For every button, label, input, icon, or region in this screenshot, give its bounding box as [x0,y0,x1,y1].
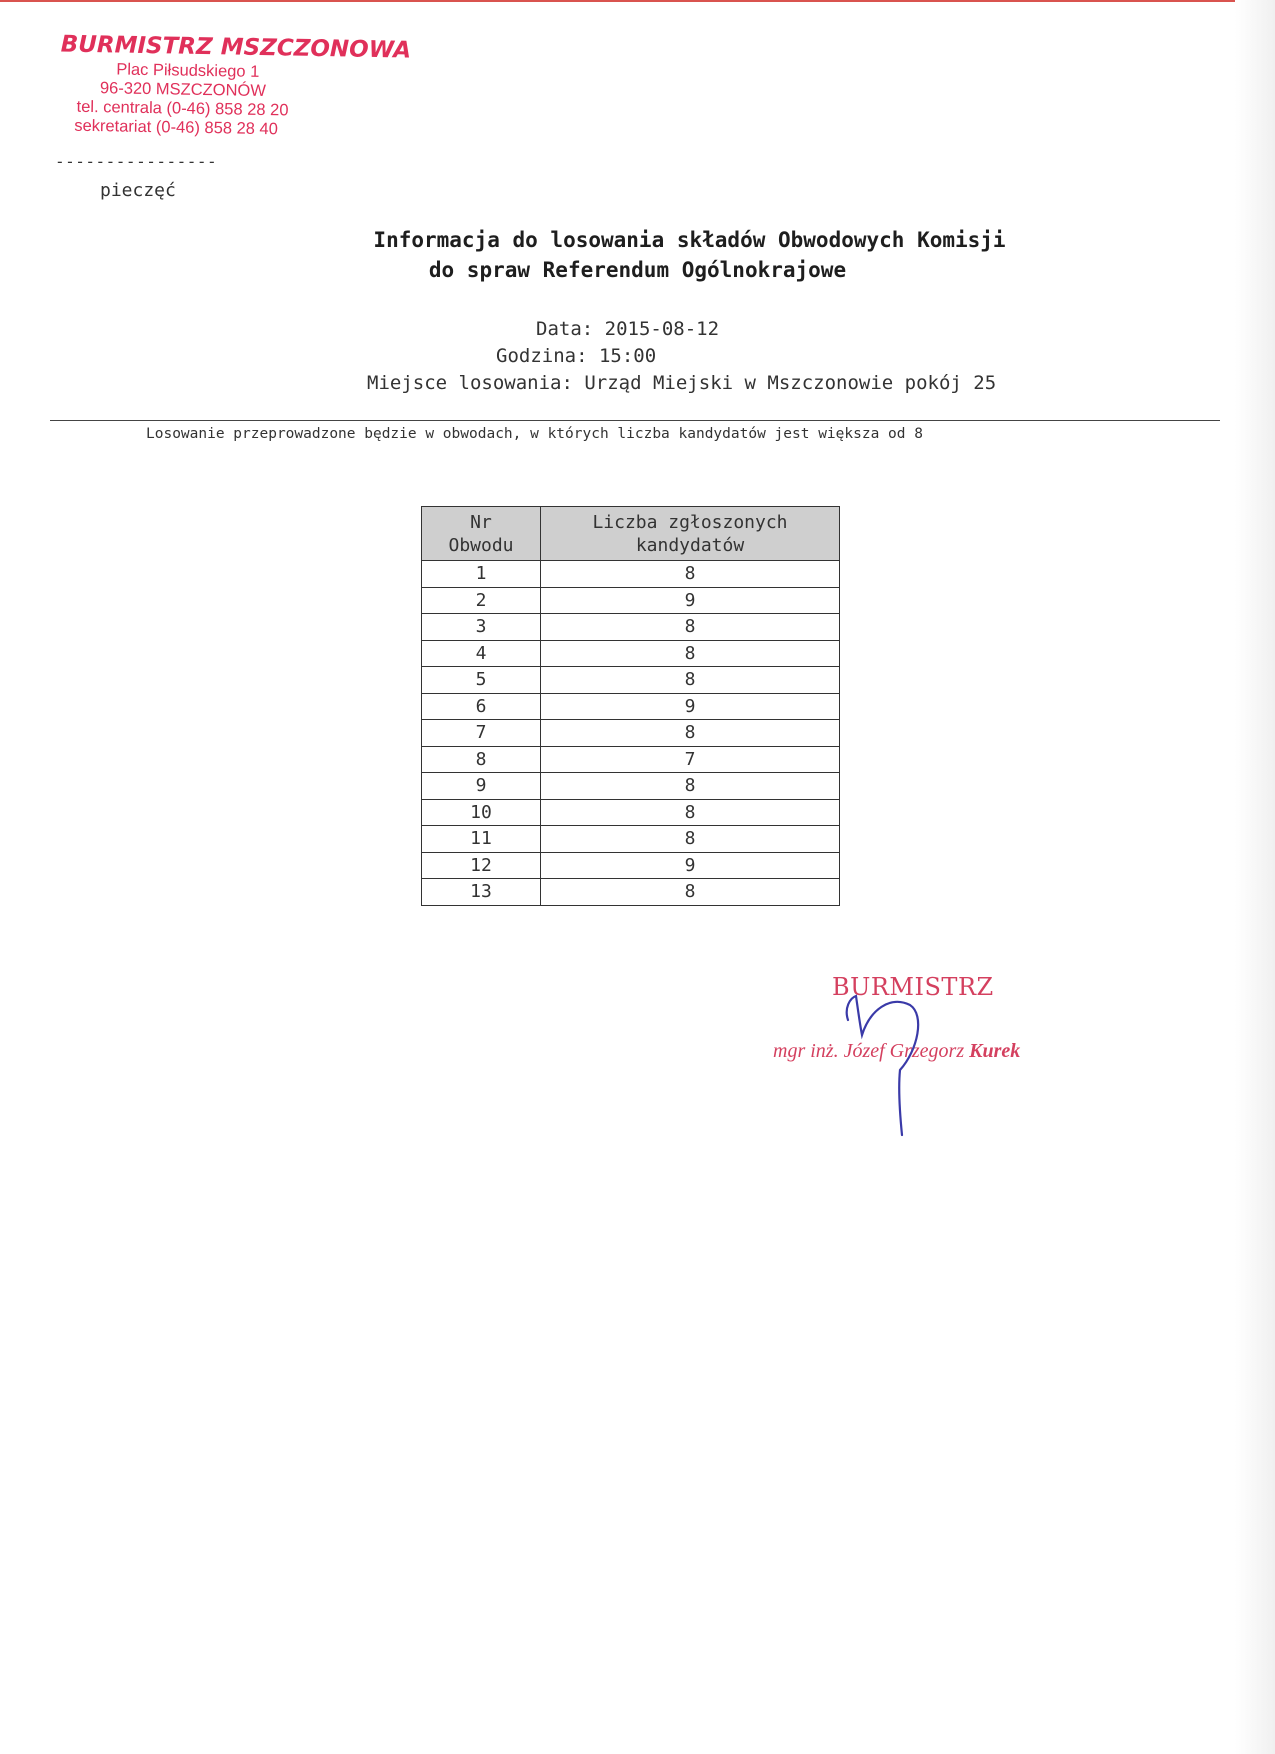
table-row [422,667,840,694]
signature-stroke [847,996,918,1135]
header-count [541,507,840,561]
cell-candidate-count: 8 [541,667,840,694]
cell-district-nr: 9 [422,773,541,800]
table-row [422,879,840,906]
meta-time [496,345,656,367]
meta-place-label: Miejsce losowania: [367,372,573,394]
cell-district-nr: 13 [422,879,541,906]
lottery-note: Losowanie przeprowadzone będzie w obwodach, w których liczba kandydatów jest większa od 8 [146,426,923,442]
cell-district-nr: 7 [422,720,541,747]
cell-candidate-count: 8 [541,826,840,853]
cell-candidate-count: 8 [541,799,840,826]
stamp-dashes: ---------------- [55,152,218,171]
table-row [422,640,840,667]
cell-district-nr: 8 [422,746,541,773]
cell-district-nr: 11 [422,826,541,853]
table-header-row [422,507,840,561]
table-row [422,746,840,773]
stamp-title: BURMISTRZ MSZCZONOWA [60,31,412,64]
meta-date [536,318,719,340]
cell-candidate-count: 8 [541,640,840,667]
header-count-line1: Liczba zgłoszonych [592,511,788,533]
table-row [422,693,840,720]
cell-district-nr: 12 [422,852,541,879]
cell-candidate-count: 7 [541,746,840,773]
cell-district-nr: 10 [422,799,541,826]
cell-district-nr: 2 [422,587,541,614]
meta-date-value: 2015-08-12 [604,318,720,340]
document-title-line1: Informacja do losowania składów Obwodowych Komisji [373,228,1006,252]
cell-district-nr: 3 [422,614,541,641]
table-row [422,826,840,853]
header-nr [422,507,541,561]
header-count-line2: kandydatów [635,534,745,556]
header-nr-line1: Nr [470,511,492,533]
cell-district-nr: 6 [422,693,541,720]
document-title-line2: do spraw Referendum Ogólnokrajowe [428,258,847,282]
meta-time-label: Godzina: [496,345,588,367]
cell-candidate-count: 8 [541,561,840,588]
office-stamp [59,31,412,140]
signature-surname: Kurek [969,1040,1021,1062]
cell-district-nr: 4 [422,640,541,667]
meta-place-value: Urząd Miejski w Mszczonowie pokój 25 [584,372,997,394]
cell-candidate-count: 9 [541,693,840,720]
signature-name-prefix: mgr inż. Józef Grzegorz [773,1040,965,1062]
cell-candidate-count: 8 [541,720,840,747]
divider [50,420,1220,421]
header-nr-line2: Obwodu [448,534,514,556]
meta-time-value: 15:00 [598,345,657,367]
cell-candidate-count: 8 [541,614,840,641]
table-row [422,773,840,800]
table-row [422,561,840,588]
table-row [422,799,840,826]
stamp-phone-secretariat: sekretariat (0-46) 858 28 40 [74,116,279,139]
table-body [422,561,840,906]
cell-candidate-count: 8 [541,773,840,800]
cell-candidate-count: 9 [541,852,840,879]
table-row [422,587,840,614]
stamp-postcode: 96-320 MSZCZONÓW [99,79,267,101]
table-row [422,720,840,747]
cell-candidate-count: 9 [541,587,840,614]
table-row [422,614,840,641]
handwritten-signature [840,990,930,1140]
stamp-caption: pieczęć [100,180,176,201]
meta-date-label: Data: [536,318,594,340]
stamp-phone-central: tel. centrala (0-46) 858 28 20 [76,97,289,120]
cell-district-nr: 5 [422,667,541,694]
table-row [422,852,840,879]
stamp-address: Plac Piłsudskiego 1 [116,60,260,81]
cell-district-nr: 1 [422,561,541,588]
meta-place [367,372,996,394]
page-top-edge [0,0,1275,2]
cell-candidate-count: 8 [541,879,840,906]
signature-title: BURMISTRZ [832,973,994,1001]
districts-table [421,506,840,906]
